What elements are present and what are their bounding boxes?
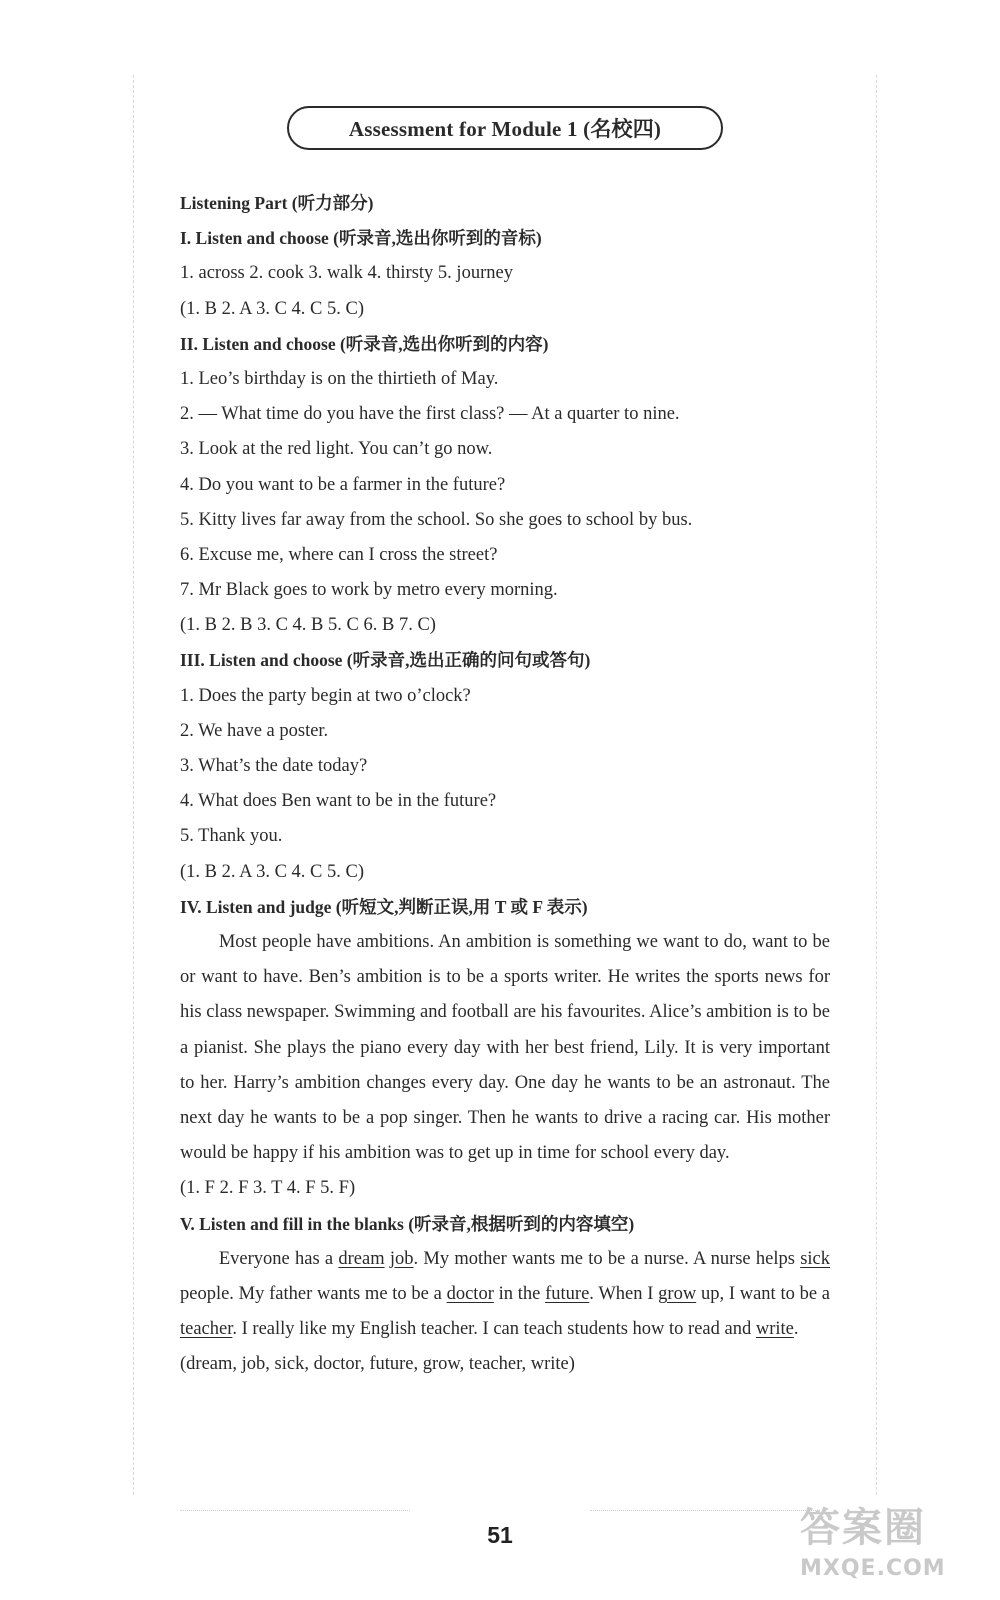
exercise-line: 2. — What time do you have the first class? — At a quarter to nine. bbox=[180, 404, 680, 425]
exercise-line: 1. Does the party begin at two o’clock? bbox=[180, 685, 471, 706]
word-bank-v: (dream, job, sick, doctor, future, grow, teacher, write) bbox=[180, 1354, 575, 1375]
section-heading: IV. Listen and judge (听短文,判断正误,用 T 或 F 表示) bbox=[180, 896, 588, 917]
watermark-logo bbox=[800, 1502, 990, 1594]
blank-answer: doctor bbox=[446, 1283, 494, 1304]
blank-answer: teacher bbox=[180, 1319, 233, 1340]
exercise-line: 4. Do you want to be a farmer in the future? bbox=[180, 474, 506, 495]
section-heading: Listening Part (听力部分) bbox=[180, 193, 374, 213]
exercise-line: 5. Thank you. bbox=[180, 826, 283, 847]
footer-rule-right bbox=[590, 1510, 820, 1511]
passage-v-text: . When I bbox=[589, 1283, 659, 1304]
exercise-line: 1. across 2. cook 3. walk 4. thirsty 5. journey bbox=[180, 263, 513, 284]
blank-answer: dream bbox=[338, 1248, 385, 1269]
blank-answer: future bbox=[545, 1283, 590, 1304]
page-edge-left bbox=[133, 75, 134, 1495]
page-number: 51 bbox=[487, 1522, 513, 1548]
answers-iv: (1. F 2. F 3. T 4. F 5. F) bbox=[180, 1178, 356, 1199]
blank-answer: grow bbox=[658, 1283, 697, 1304]
exercise-line: 6. Excuse me, where can I cross the street? bbox=[180, 544, 498, 565]
passage-v-text: Everyone has a bbox=[218, 1248, 339, 1269]
footer-rule-left bbox=[180, 1510, 410, 1511]
exercise-line: 3. What’s the date today? bbox=[180, 756, 368, 776]
exercise-lines bbox=[180, 186, 830, 925]
blank-answer: write bbox=[755, 1319, 794, 1340]
watermark-url: MXQE.COM bbox=[800, 1556, 946, 1581]
blank-answer: sick bbox=[800, 1248, 831, 1269]
exercise-line: 4. What does Ben want to be in the future? bbox=[180, 791, 497, 812]
exercise-line: (1. B 2. A 3. C 4. C 5. C) bbox=[180, 861, 364, 882]
content-column bbox=[180, 186, 830, 1383]
exercise-line: (1. B 2. B 3. C 4. B 5. C 6. B 7. C) bbox=[180, 615, 436, 636]
passage-v-text: . My mother wants me to be a nurse. A nurse helps bbox=[413, 1248, 801, 1269]
exercise-line: 2. We have a poster. bbox=[180, 720, 329, 741]
blank-answer: job bbox=[389, 1248, 414, 1269]
exercise-line: 5. Kitty lives far away from the school. So she goes to school by bus. bbox=[180, 509, 693, 530]
passage-v-text: . I really like my English teacher. I can teach students how to read and bbox=[232, 1319, 756, 1340]
passage-v-text: in the bbox=[493, 1283, 546, 1304]
exercise-line: 3. Look at the red light. You can’t go now. bbox=[180, 439, 493, 460]
page-title: Assessment for Module 1 (名校四) bbox=[287, 106, 723, 150]
passage-v-text: . bbox=[793, 1319, 799, 1340]
exercise-line: 1. Leo’s birthday is on the thirtieth of May. bbox=[180, 368, 499, 389]
section-heading: II. Listen and choose (听录音,选出你听到的内容) bbox=[180, 333, 549, 354]
section-heading: I. Listen and choose (听录音,选出你听到的音标) bbox=[180, 228, 542, 249]
section-heading: III. Listen and choose (听录音,选出正确的问句或答句) bbox=[180, 650, 591, 671]
passage-iv: Most people have ambitions. An ambition is something we want to do, want to be or want to have. Ben’s ambition is to be a sports writer. He writes the sports news for his class newspaper. Swimming and football are his favourites. Alice’s ambition is to be a pianist. She plays the piano every day with her best friend, Lily. It is very important to her. Harry’s ambition changes every day. One day he wants to be an astronaut. The next day he wants to be a pop singer. Then he wants to drive a racing car. His mother would be happy if his ambition was to get up in time for school every day. bbox=[180, 931, 830, 1164]
passage-v bbox=[180, 1242, 830, 1348]
exercise-line: (1. B 2. A 3. C 4. C 5. C) bbox=[180, 298, 364, 319]
exercise-line: 7. Mr Black goes to work by metro every morning. bbox=[180, 580, 558, 601]
page-edge-right bbox=[876, 75, 877, 1495]
passage-v-text: up, I want to be a bbox=[696, 1283, 831, 1304]
passage-v-text: people. My father wants me to be a bbox=[180, 1283, 447, 1304]
watermark-cn: 答案圈 bbox=[800, 1505, 926, 1551]
heading-v: V. Listen and fill in the blanks (听录音,根据听到的内容填空) bbox=[180, 1213, 635, 1234]
